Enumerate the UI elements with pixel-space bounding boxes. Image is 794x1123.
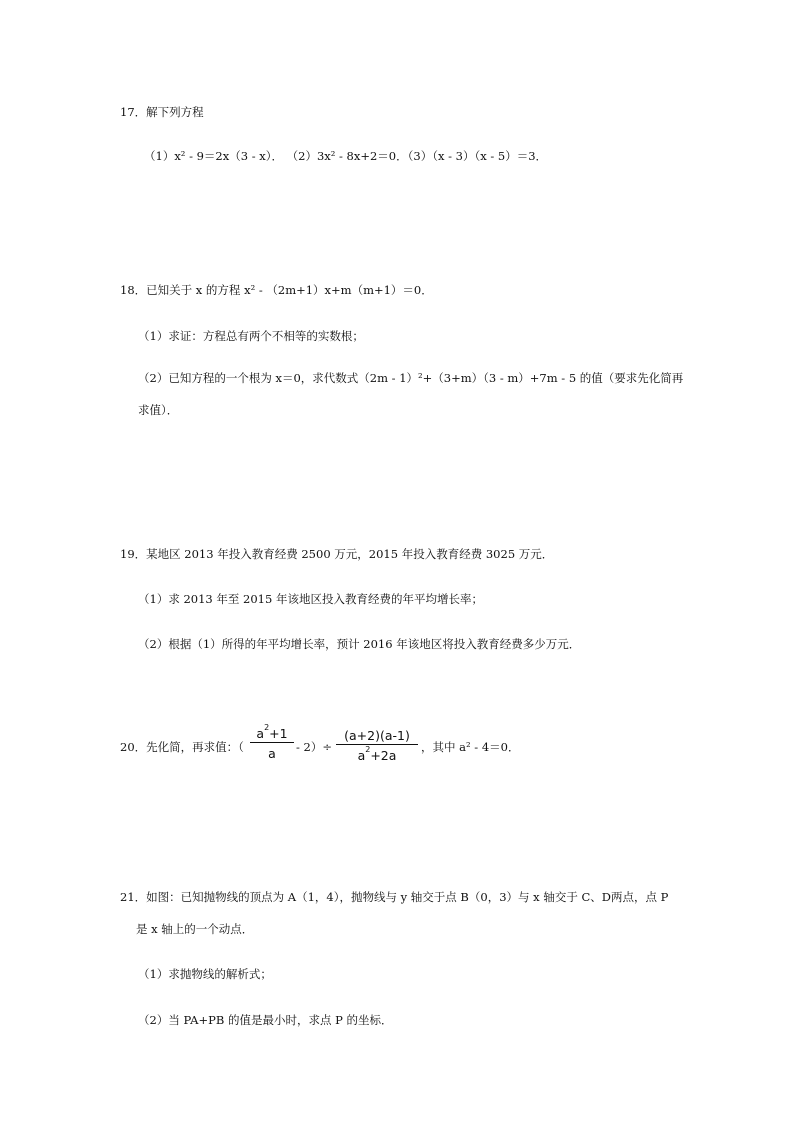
q20-suffix: ，其中 a² - 4＝0．	[421, 740, 520, 754]
q20-fraction-2	[336, 728, 418, 763]
q18-part2: （2）已知方程的一个根为 x＝0，求代数式（2m - 1）²+（3+m）（3 - m）+7m - 5 的值（要求先化简再	[138, 371, 684, 385]
q19-part2: （2）根据（1）所得的年平均增长率，预计 2016 年该地区将投入教育经费多少万元．	[138, 637, 581, 651]
q20-fraction-1	[250, 723, 294, 761]
q20-fraction-1-denominator: a	[268, 746, 276, 761]
q21-part1: （1）求抛物线的解析式；	[138, 967, 272, 981]
q19-title: 19．某地区 2013 年投入教育经费 2500 万元，2015 年投入教育经费 3025 万元．	[120, 547, 554, 561]
q20-prefix: 20．先化简，再求值：（	[120, 740, 244, 754]
q18-title: 18．已知关于 x 的方程 x² - （2m+1）x+m（m+1）＝0．	[120, 283, 433, 297]
q20-middle: - 2）÷	[296, 740, 332, 754]
q21-part2: （2）当 PA+PB 的值是最小时，求点 P 的坐标．	[138, 1013, 393, 1027]
q21-title: 21．如图：已知抛物线的顶点为 A（1，4），抛物线与 y 轴交于点 B（0，3）与 x 轴交于 C、D两点，点 P	[120, 890, 669, 904]
q21-title-continued: 是 x 轴上的一个动点．	[136, 922, 254, 936]
q18-part2-continued: 求值）．	[138, 403, 179, 417]
q18-part1: （1）求证：方程总有两个不相等的实数根；	[138, 329, 364, 343]
q17-title: 17．解下列方程	[120, 105, 204, 119]
q17-equations: （1）x² - 9＝2x（3 - x）． （2）3x² - 8x+2＝0．（3）（x - 3）（x - 5）＝3．	[144, 149, 548, 163]
q20-fraction-2-numerator: (a+2)(a-1)	[336, 728, 418, 745]
q20-fraction-1-numerator: $a^2+1$	[250, 726, 294, 743]
q20-fraction-2-denominator: $a^2+2a$	[357, 745, 397, 763]
q19-part1: （1）求 2013 年至 2015 年该地区投入教育经费的年平均增长率；	[138, 592, 483, 606]
